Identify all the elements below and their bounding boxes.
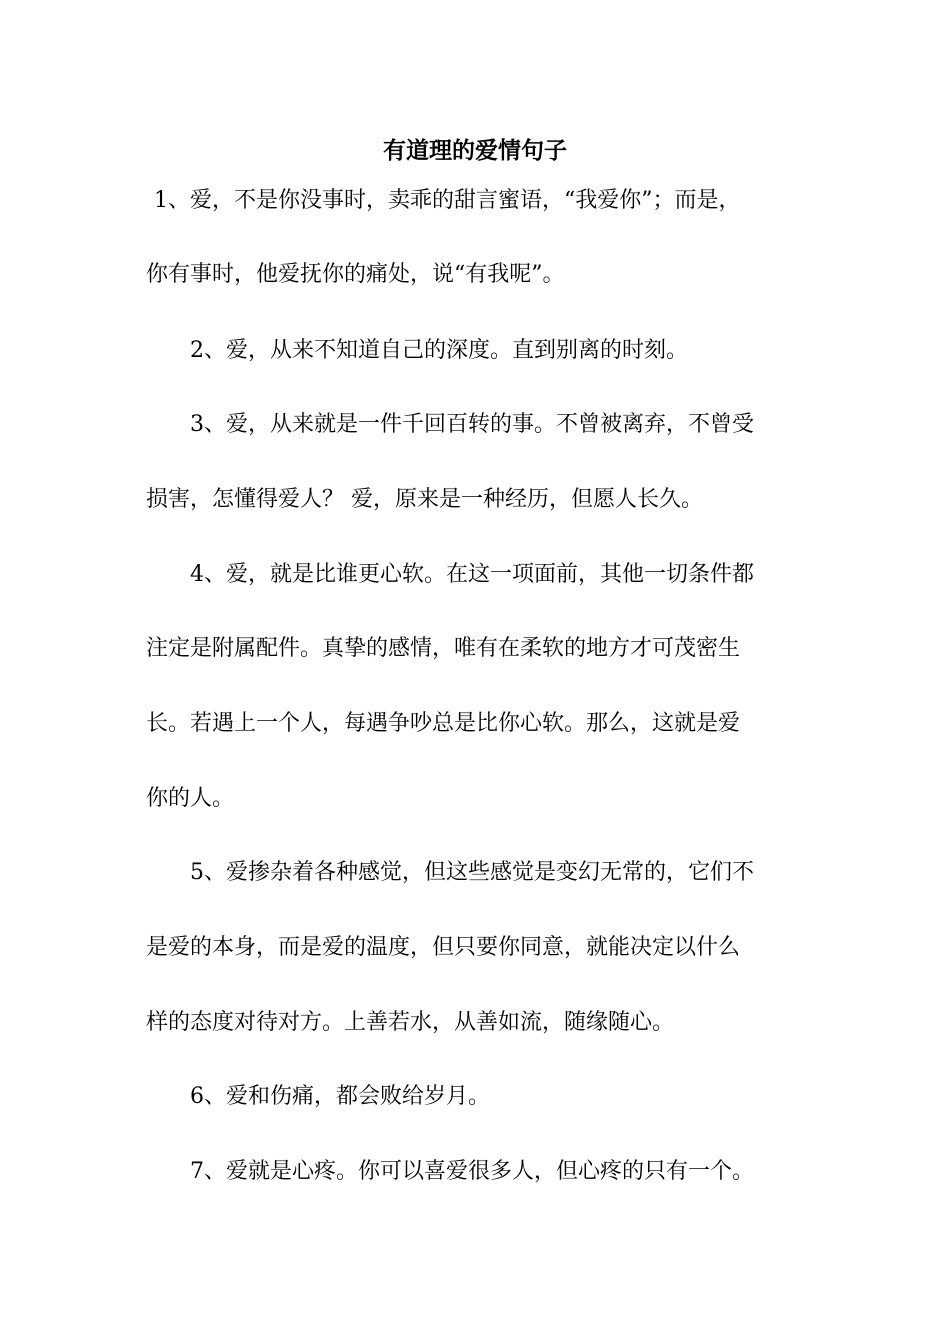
paragraph-1-line-2: 你有事时，他爱抚你的痛处，说“有我呢”。 xyxy=(146,262,565,287)
paragraph-6-line-1: 6、爱和伤痛，都会败给岁月。 xyxy=(190,1084,490,1109)
paragraph-3-line-1: 3、爱，从来就是一件千回百转的事。不曾被离弃，不曾受 xyxy=(190,412,754,437)
paragraph-4-line-1: 4、爱，就是比谁更心软。在这一项面前，其他一切条件都 xyxy=(190,562,754,587)
paragraph-5-line-2: 是爱的本身，而是爱的温度，但只要你同意，就能决定以什么 xyxy=(146,935,741,960)
paragraph-4-line-4: 你的人。 xyxy=(146,786,235,811)
paragraph-5-line-3: 样的态度对待对方。上善若水，从善如流，随缘随心。 xyxy=(146,1010,675,1035)
paragraph-5-line-1: 5、爱掺杂着各种感觉，但这些感觉是变幻无常的，它们不 xyxy=(190,860,754,885)
paragraph-3-line-2: 损害，怎懂得爱人？ 爱，原来是一种经历，但愿人长久。 xyxy=(146,487,703,512)
paragraph-4-line-2: 注定是附属配件。真挚的感情，唯有在柔软的地方才可茂密生 xyxy=(146,636,741,661)
paragraph-1-line-1: 1、爱，不是你没事时，卖乖的甜言蜜语，“我爱你”；而是， xyxy=(154,188,741,213)
document-title: 有道理的爱情句子 xyxy=(383,138,567,164)
paragraph-7-line-1: 7、爱就是心疼。你可以喜爱很多人，但心疼的只有一个。 xyxy=(190,1159,754,1184)
paragraph-2-line-1: 2、爱，从来不知道自己的深度。直到别离的时刻。 xyxy=(190,338,688,363)
paragraph-4-line-3: 长。若遇上一个人，每遇争吵总是比你心软。那么，这就是爱 xyxy=(146,711,741,736)
